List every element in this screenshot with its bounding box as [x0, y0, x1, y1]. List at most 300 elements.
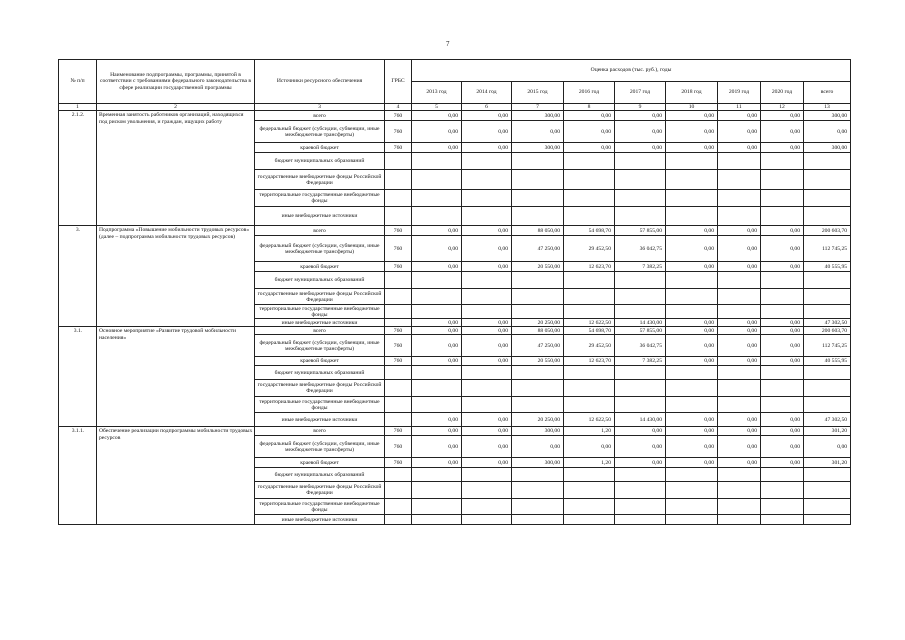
page-number: 7 — [446, 40, 450, 48]
year-value — [462, 468, 512, 482]
header-year: 2018 год — [666, 82, 718, 104]
year-value — [412, 153, 462, 170]
year-value: 20 550,00 — [512, 357, 564, 366]
year-value: 0,00 — [564, 436, 615, 458]
year-value — [761, 153, 804, 170]
year-value — [761, 468, 804, 482]
year-value — [412, 380, 462, 397]
year-value — [564, 190, 615, 207]
funding-source: государственные внебюджетные фонды Российской Федерации — [255, 289, 385, 305]
year-value — [761, 366, 804, 380]
year-value: 0,00 — [564, 121, 615, 143]
year-value — [761, 289, 804, 305]
year-value: 0,00 — [666, 436, 718, 458]
year-value: 0,00 — [615, 436, 666, 458]
year-value: 0,00 — [412, 121, 462, 143]
year-value — [512, 289, 564, 305]
year-value: 0,00 — [462, 111, 512, 121]
year-value: 0,00 — [412, 335, 462, 357]
year-value — [412, 289, 462, 305]
grbs-code — [385, 366, 412, 380]
year-value — [718, 499, 761, 515]
year-value: 300,00 — [512, 143, 564, 153]
year-value — [564, 207, 615, 226]
year-value: 0,00 — [462, 121, 512, 143]
year-value — [666, 272, 718, 289]
year-value: 0,00 — [718, 413, 761, 427]
year-value: 0,00 — [615, 121, 666, 143]
year-value: 0,00 — [462, 436, 512, 458]
total-value — [804, 499, 851, 515]
total-value: 47 302,50 — [804, 413, 851, 427]
table-row — [59, 427, 851, 436]
grbs-code — [385, 207, 412, 226]
year-value: 1,20 — [564, 427, 615, 436]
year-value: 54 698,70 — [564, 226, 615, 236]
year-value — [512, 272, 564, 289]
year-value — [615, 190, 666, 207]
year-value — [761, 170, 804, 190]
year-value — [666, 515, 718, 525]
year-value — [512, 515, 564, 525]
funding-source: государственные внебюджетные фонды Российской Федерации — [255, 482, 385, 499]
grbs-code: 760 — [385, 458, 412, 468]
year-value: 0,00 — [718, 226, 761, 236]
year-value — [564, 366, 615, 380]
column-index: 3 — [255, 104, 385, 111]
grbs-code: 760 — [385, 335, 412, 357]
year-value: 0,00 — [462, 327, 512, 335]
year-value — [718, 515, 761, 525]
total-value: 112 745,25 — [804, 335, 851, 357]
year-value — [761, 515, 804, 525]
year-value — [761, 305, 804, 319]
year-value — [615, 366, 666, 380]
column-index: 10 — [666, 104, 718, 111]
year-value: 36 042,75 — [615, 335, 666, 357]
year-value: 0,00 — [761, 335, 804, 357]
year-value: 0,00 — [412, 413, 462, 427]
year-value — [718, 397, 761, 413]
year-value — [615, 380, 666, 397]
year-value: 0,00 — [462, 335, 512, 357]
grbs-code — [385, 190, 412, 207]
year-value: 54 698,70 — [564, 327, 615, 335]
total-value — [804, 305, 851, 319]
total-value — [804, 482, 851, 499]
year-value — [412, 482, 462, 499]
program-name: Подпрограмма «Повышение мобильности трудовых ресурсов» (далее – подпрограмма мобильности трудовых ресурсов) — [97, 226, 255, 327]
row-number: 3.1. — [59, 327, 97, 427]
funding-source: иные внебюджетные источники — [255, 515, 385, 525]
year-value: 12 623,70 — [564, 262, 615, 272]
year-value: 57 855,00 — [615, 226, 666, 236]
year-value — [761, 397, 804, 413]
year-value: 0,00 — [666, 111, 718, 121]
column-index: 9 — [615, 104, 666, 111]
grbs-code — [385, 468, 412, 482]
year-value — [615, 499, 666, 515]
year-value: 0,00 — [761, 327, 804, 335]
year-value — [512, 305, 564, 319]
table-row — [59, 226, 851, 236]
year-value: 0,00 — [412, 427, 462, 436]
header-year: 2014 год — [462, 82, 512, 104]
year-value: 300,00 — [512, 111, 564, 121]
year-value: 0,00 — [718, 458, 761, 468]
column-index-row — [59, 104, 851, 111]
table-row — [59, 111, 851, 121]
year-value — [761, 380, 804, 397]
total-value — [804, 366, 851, 380]
year-value: 0,00 — [412, 143, 462, 153]
year-value — [564, 380, 615, 397]
funding-source: территориальные государственные внебюджетные фонды — [255, 305, 385, 319]
funding-source: иные внебюджетные источники — [255, 413, 385, 427]
total-value — [804, 380, 851, 397]
year-value: 0,00 — [761, 427, 804, 436]
program-name: Обеспечение реализации подпрограммы мобильности трудовых ресурсов — [97, 427, 255, 525]
grbs-code: 760 — [385, 236, 412, 262]
year-value — [761, 190, 804, 207]
year-value — [462, 482, 512, 499]
year-value: 0,00 — [666, 226, 718, 236]
total-value: 0,00 — [804, 436, 851, 458]
header-total: всего — [804, 82, 851, 104]
year-value: 0,00 — [615, 111, 666, 121]
year-value — [615, 482, 666, 499]
year-value: 300,00 — [512, 427, 564, 436]
year-value: 0,00 — [718, 335, 761, 357]
year-value — [718, 170, 761, 190]
year-value: 0,00 — [718, 319, 761, 327]
funding-source: иные внебюджетные источники — [255, 207, 385, 226]
year-value — [462, 366, 512, 380]
year-value — [412, 366, 462, 380]
year-value: 88 050,00 — [512, 226, 564, 236]
year-value: 0,00 — [718, 111, 761, 121]
year-value — [412, 190, 462, 207]
row-number: 3.1.1. — [59, 427, 97, 525]
year-value — [666, 380, 718, 397]
year-value: 12 622,50 — [564, 319, 615, 327]
funding-source: государственные внебюджетные фонды Российской Федерации — [255, 380, 385, 397]
funding-source: федеральный бюджет (субсидии, субвенции, иные межбюджетные трансферты) — [255, 335, 385, 357]
year-value — [564, 468, 615, 482]
header-year: 2017 год — [615, 82, 666, 104]
funding-source: краевой бюджет — [255, 143, 385, 153]
funding-source: федеральный бюджет (субсидии, субвенции, иные межбюджетные трансферты) — [255, 236, 385, 262]
year-value — [666, 305, 718, 319]
total-value — [804, 207, 851, 226]
year-value: 1,20 — [564, 458, 615, 468]
year-value — [512, 468, 564, 482]
grbs-code: 760 — [385, 226, 412, 236]
year-value — [462, 190, 512, 207]
year-value: 0,00 — [462, 236, 512, 262]
year-value — [718, 153, 761, 170]
year-value — [412, 397, 462, 413]
year-value: 0,00 — [412, 319, 462, 327]
year-value: 0,00 — [512, 436, 564, 458]
grbs-code: 760 — [385, 357, 412, 366]
year-value: 57 855,00 — [615, 327, 666, 335]
year-value — [761, 482, 804, 499]
year-value — [615, 515, 666, 525]
year-value: 0,00 — [666, 319, 718, 327]
year-value: 0,00 — [412, 236, 462, 262]
year-value: 0,00 — [412, 436, 462, 458]
year-value: 0,00 — [761, 226, 804, 236]
header-year: 2019 год — [718, 82, 761, 104]
total-value — [804, 515, 851, 525]
year-value: 0,00 — [718, 327, 761, 335]
header-year: 2016 год — [564, 82, 615, 104]
year-value: 0,00 — [462, 357, 512, 366]
total-value — [804, 397, 851, 413]
header-source: Источники ресурсного обеспечения — [255, 60, 385, 104]
year-value: 0,00 — [412, 226, 462, 236]
year-value: 0,00 — [666, 236, 718, 262]
table-row — [59, 327, 851, 335]
year-value: 0,00 — [412, 327, 462, 335]
funding-source: территориальные государственные внебюджетные фонды — [255, 499, 385, 515]
year-value: 0,00 — [462, 427, 512, 436]
header-grbs: ГРБС — [385, 60, 412, 104]
year-value: 0,00 — [666, 413, 718, 427]
funding-source: бюджет муниципальных образований — [255, 468, 385, 482]
grbs-code: 760 — [385, 111, 412, 121]
budget-table — [58, 59, 851, 525]
year-value — [512, 190, 564, 207]
year-value: 0,00 — [412, 458, 462, 468]
year-value — [666, 366, 718, 380]
year-value — [564, 499, 615, 515]
year-value — [462, 380, 512, 397]
column-index: 5 — [412, 104, 462, 111]
year-value: 0,00 — [666, 335, 718, 357]
year-value — [462, 207, 512, 226]
year-value — [564, 397, 615, 413]
year-value: 0,00 — [462, 413, 512, 427]
year-value — [512, 482, 564, 499]
column-index: 13 — [804, 104, 851, 111]
year-value — [564, 272, 615, 289]
funding-source: бюджет муниципальных образований — [255, 272, 385, 289]
year-value: 7 382,25 — [615, 262, 666, 272]
year-value — [512, 380, 564, 397]
year-value — [718, 482, 761, 499]
year-value — [666, 289, 718, 305]
year-value — [615, 207, 666, 226]
year-value — [718, 289, 761, 305]
year-value: 0,00 — [512, 121, 564, 143]
year-value — [666, 499, 718, 515]
year-value: 0,00 — [564, 111, 615, 121]
program-name: Основное мероприятие «Развитие трудовой мобильности населения» — [97, 327, 255, 427]
grbs-code: 760 — [385, 427, 412, 436]
grbs-code: 760 — [385, 262, 412, 272]
row-number: 2.1.2. — [59, 111, 97, 226]
total-value: 300,00 — [804, 143, 851, 153]
program-name: Временная занятость работников организаций, находящихся под риском увольнения, и граждан, ищущих работу — [97, 111, 255, 226]
year-value: 20 250,00 — [512, 319, 564, 327]
year-value — [412, 170, 462, 190]
year-value: 0,00 — [615, 458, 666, 468]
year-value: 88 050,00 — [512, 327, 564, 335]
funding-source: всего — [255, 226, 385, 236]
year-value: 0,00 — [761, 458, 804, 468]
column-index: 6 — [462, 104, 512, 111]
grbs-code — [385, 153, 412, 170]
year-value — [564, 289, 615, 305]
total-value: 300,00 — [804, 111, 851, 121]
year-value — [615, 170, 666, 190]
year-value — [615, 397, 666, 413]
column-index: 1 — [59, 104, 97, 111]
year-value: 0,00 — [666, 458, 718, 468]
grbs-code — [385, 413, 412, 427]
year-value — [718, 305, 761, 319]
year-value — [412, 207, 462, 226]
year-value — [412, 515, 462, 525]
year-value: 300,00 — [512, 458, 564, 468]
total-value: 301,20 — [804, 458, 851, 468]
year-value — [412, 499, 462, 515]
year-value — [512, 153, 564, 170]
column-index: 12 — [761, 104, 804, 111]
year-value: 0,00 — [761, 236, 804, 262]
year-value — [615, 305, 666, 319]
year-value — [512, 170, 564, 190]
funding-source: краевой бюджет — [255, 458, 385, 468]
year-value — [412, 272, 462, 289]
grbs-code: 760 — [385, 436, 412, 458]
year-value: 20 250,00 — [512, 413, 564, 427]
row-number: 3. — [59, 226, 97, 327]
header-year: 2013 год — [412, 82, 462, 104]
funding-source: бюджет муниципальных образований — [255, 153, 385, 170]
total-value: 301,20 — [804, 427, 851, 436]
year-value: 0,00 — [462, 143, 512, 153]
year-value — [512, 366, 564, 380]
year-value: 12 622,50 — [564, 413, 615, 427]
year-value: 0,00 — [412, 357, 462, 366]
year-value: 0,00 — [615, 427, 666, 436]
year-value — [462, 397, 512, 413]
year-value: 0,00 — [718, 436, 761, 458]
grbs-code — [385, 380, 412, 397]
grbs-code — [385, 289, 412, 305]
year-value — [666, 170, 718, 190]
year-value: 0,00 — [761, 413, 804, 427]
year-value: 0,00 — [718, 427, 761, 436]
grbs-code: 760 — [385, 121, 412, 143]
year-value: 0,00 — [412, 111, 462, 121]
header-name: Наименование подпрограммы, программы, принятой в соответствии с требованиями федерального законодательства в сфере реализации государственной программы — [97, 60, 255, 104]
grbs-code — [385, 397, 412, 413]
year-value — [512, 499, 564, 515]
year-value — [564, 305, 615, 319]
column-index: 2 — [97, 104, 255, 111]
total-value — [804, 190, 851, 207]
column-index: 11 — [718, 104, 761, 111]
grbs-code — [385, 272, 412, 289]
funding-source: федеральный бюджет (субсидии, субвенции, иные межбюджетные трансферты) — [255, 121, 385, 143]
header-year: 2015 год — [512, 82, 564, 104]
year-value: 0,00 — [761, 357, 804, 366]
year-value — [666, 190, 718, 207]
year-value: 0,00 — [761, 436, 804, 458]
total-value — [804, 272, 851, 289]
total-value: 40 555,95 — [804, 262, 851, 272]
year-value: 0,00 — [462, 319, 512, 327]
year-value — [718, 272, 761, 289]
year-value — [666, 207, 718, 226]
year-value — [615, 272, 666, 289]
year-value: 0,00 — [462, 262, 512, 272]
year-value — [615, 289, 666, 305]
column-index: 8 — [564, 104, 615, 111]
year-value — [666, 468, 718, 482]
year-value — [462, 289, 512, 305]
year-value — [666, 397, 718, 413]
year-value: 0,00 — [761, 319, 804, 327]
year-value — [761, 207, 804, 226]
year-value: 0,00 — [666, 357, 718, 366]
year-value: 36 042,75 — [615, 236, 666, 262]
year-value — [564, 153, 615, 170]
year-value: 20 550,00 — [512, 262, 564, 272]
funding-source: территориальные государственные внебюджетные фонды — [255, 190, 385, 207]
grbs-code — [385, 305, 412, 319]
year-value: 0,00 — [615, 143, 666, 153]
grbs-code: 760 — [385, 143, 412, 153]
funding-source: иные внебюджетные источники — [255, 319, 385, 327]
year-value: 0,00 — [462, 458, 512, 468]
year-value — [718, 366, 761, 380]
total-value: 112 745,25 — [804, 236, 851, 262]
header-row — [59, 60, 851, 82]
header-estimate: Оценка расходов (тыс. руб.), годы — [412, 60, 851, 82]
year-value: 0,00 — [718, 236, 761, 262]
year-value: 14 430,00 — [615, 319, 666, 327]
year-value: 0,00 — [718, 143, 761, 153]
year-value — [718, 190, 761, 207]
column-index: 4 — [385, 104, 412, 111]
year-value — [564, 515, 615, 525]
year-value — [615, 153, 666, 170]
grbs-code — [385, 319, 412, 327]
year-value — [718, 207, 761, 226]
year-value: 0,00 — [666, 427, 718, 436]
funding-source: всего — [255, 111, 385, 121]
year-value: 0,00 — [761, 121, 804, 143]
year-value — [718, 380, 761, 397]
year-value: 0,00 — [564, 143, 615, 153]
funding-source: краевой бюджет — [255, 262, 385, 272]
total-value — [804, 289, 851, 305]
grbs-code — [385, 482, 412, 499]
year-value — [718, 468, 761, 482]
year-value — [462, 170, 512, 190]
year-value — [462, 499, 512, 515]
year-value: 12 623,70 — [564, 357, 615, 366]
total-value: 40 555,95 — [804, 357, 851, 366]
funding-source: федеральный бюджет (субсидии, субвенции, иные межбюджетные трансферты) — [255, 436, 385, 458]
funding-source: бюджет муниципальных образований — [255, 366, 385, 380]
total-value — [804, 468, 851, 482]
